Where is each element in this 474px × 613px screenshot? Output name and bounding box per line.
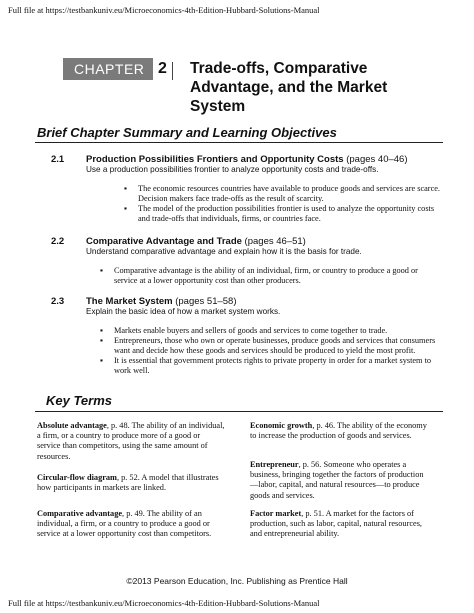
chapter-title-line: System — [190, 98, 246, 115]
list-item: ▪ Markets enable buyers and sellers of goods and services to come together to trade. — [100, 326, 388, 335]
key-term-name: Factor market — [250, 509, 302, 518]
summary-heading: Brief Chapter Summary and Learning Objectives — [37, 125, 337, 140]
objective-description: Understand comparative advantage and explain how it is the basis for trade. — [86, 247, 362, 256]
source-url-bottom: Full file at https://testbankuniv.eu/Microeconomics-4th-Edition-Hubbard-Solutions-Manual — [8, 598, 320, 608]
list-item: ▪ It is essential that government protects rights to private property in order for a market system to work well. — [100, 356, 432, 375]
objective-pages: (pages 40–46) — [343, 154, 408, 165]
bullet-icon: ▪ — [100, 356, 103, 365]
bullet-icon: ▪ — [100, 266, 103, 275]
bullet-icon: ▪ — [100, 336, 103, 345]
key-term — [37, 473, 225, 493]
key-term — [250, 509, 430, 540]
key-terms-heading: Key Terms — [46, 393, 112, 408]
objective-number: 2.3 — [51, 296, 65, 307]
objective-number: 2.2 — [51, 236, 65, 247]
key-term-name: Economic growth — [250, 421, 313, 430]
key-term-name: Entrepreneur — [250, 460, 299, 469]
key-term-name: Absolute advantage — [37, 421, 107, 430]
key-term — [250, 421, 430, 441]
chapter-divider — [172, 62, 173, 80]
chapter-label: CHAPTER — [74, 61, 145, 77]
objective-title-text: The Market System — [86, 296, 173, 307]
list-item: ▪ Entrepreneurs, those who own or operate businesses, produce goods and services that consumers want and decide how these goods and services should be produced to yield the most profit. — [100, 336, 436, 355]
objective-title-text: Comparative Advantage and Trade — [86, 236, 242, 247]
key-term-definition: , p. 56. Someone who operates a business, bringing together the factors of production—labor, capital, and natural resources—to produce goods and services. — [250, 460, 424, 500]
objective-pages: (pages 51–58) — [172, 296, 237, 307]
objective-description: Use a production possibilities frontier to analyze opportunity costs and trade-offs. — [86, 165, 379, 174]
key-term-definition: , p. 52. A model that illustrates how participants in markets are linked. — [37, 473, 219, 493]
objective-bullet-list — [100, 266, 442, 286]
key-term-name: Circular-flow diagram — [37, 473, 117, 482]
objective-number: 2.1 — [51, 154, 65, 165]
bullet-icon: ▪ — [124, 184, 127, 193]
list-item: ▪ The economic resources countries have available to produce goods and services are scarce. Decision makers face trade-offs as the result of scarcity. — [124, 184, 441, 203]
key-term-definition: , p. 48. The ability of an individual, a firm, or a country to produce more of a good or service than competitors, using the same amount of resources. — [37, 421, 225, 461]
bullet-icon: ▪ — [100, 326, 103, 335]
copyright-footer: ©2013 Pearson Education, Inc. Publishing as Prentice Hall — [126, 576, 348, 586]
objective-title-text: Production Possibilities Frontiers and Opportunity Costs — [86, 154, 344, 165]
source-url-top: Full file at https://testbankuniv.eu/Microeconomics-4th-Edition-Hubbard-Solutions-Manual — [8, 5, 320, 15]
key-term-definition: , p. 51. A market for the factors of production, such as labor, capital, natural resources, and entrepreneurial ability. — [250, 509, 422, 539]
key-term — [37, 509, 225, 540]
key-terms-rule — [35, 411, 443, 412]
objective-title — [86, 154, 456, 165]
objective-title — [86, 296, 456, 307]
summary-rule — [35, 142, 443, 143]
chapter-title — [190, 59, 460, 116]
objective-bullet-list — [100, 326, 442, 376]
key-term — [37, 421, 225, 462]
objective-pages: (pages 46–51) — [241, 236, 306, 247]
objective-description: Explain the basic idea of how a market system works. — [86, 307, 281, 316]
bullet-icon: ▪ — [124, 204, 127, 213]
key-term — [250, 460, 430, 501]
chapter-title-line: Advantage, and the Market — [190, 79, 388, 96]
objective-bullet-list — [124, 184, 442, 224]
list-item: ▪ Comparative advantage is the ability of an individual, firm, or country to produce a good or service at a lower opportunity cost than other producers. — [100, 266, 418, 285]
key-term-definition: , p. 49. The ability of an individual, a firm, or a country to produce a good or service at a lower opportunity cost than competitors. — [37, 509, 212, 539]
key-term-definition: , p. 46. The ability of the economy to increase the production of goods and services. — [250, 421, 427, 441]
key-term-name: Comparative advantage — [37, 509, 123, 518]
chapter-number: 2 — [158, 60, 167, 77]
objective-title — [86, 236, 456, 247]
chapter-title-line: Trade-offs, Comparative — [190, 60, 368, 77]
list-item: ▪ The model of the production possibilities frontier is used to analyze the opportunity costs and trade-offs that individuals, firms, or countries face. — [124, 204, 435, 223]
